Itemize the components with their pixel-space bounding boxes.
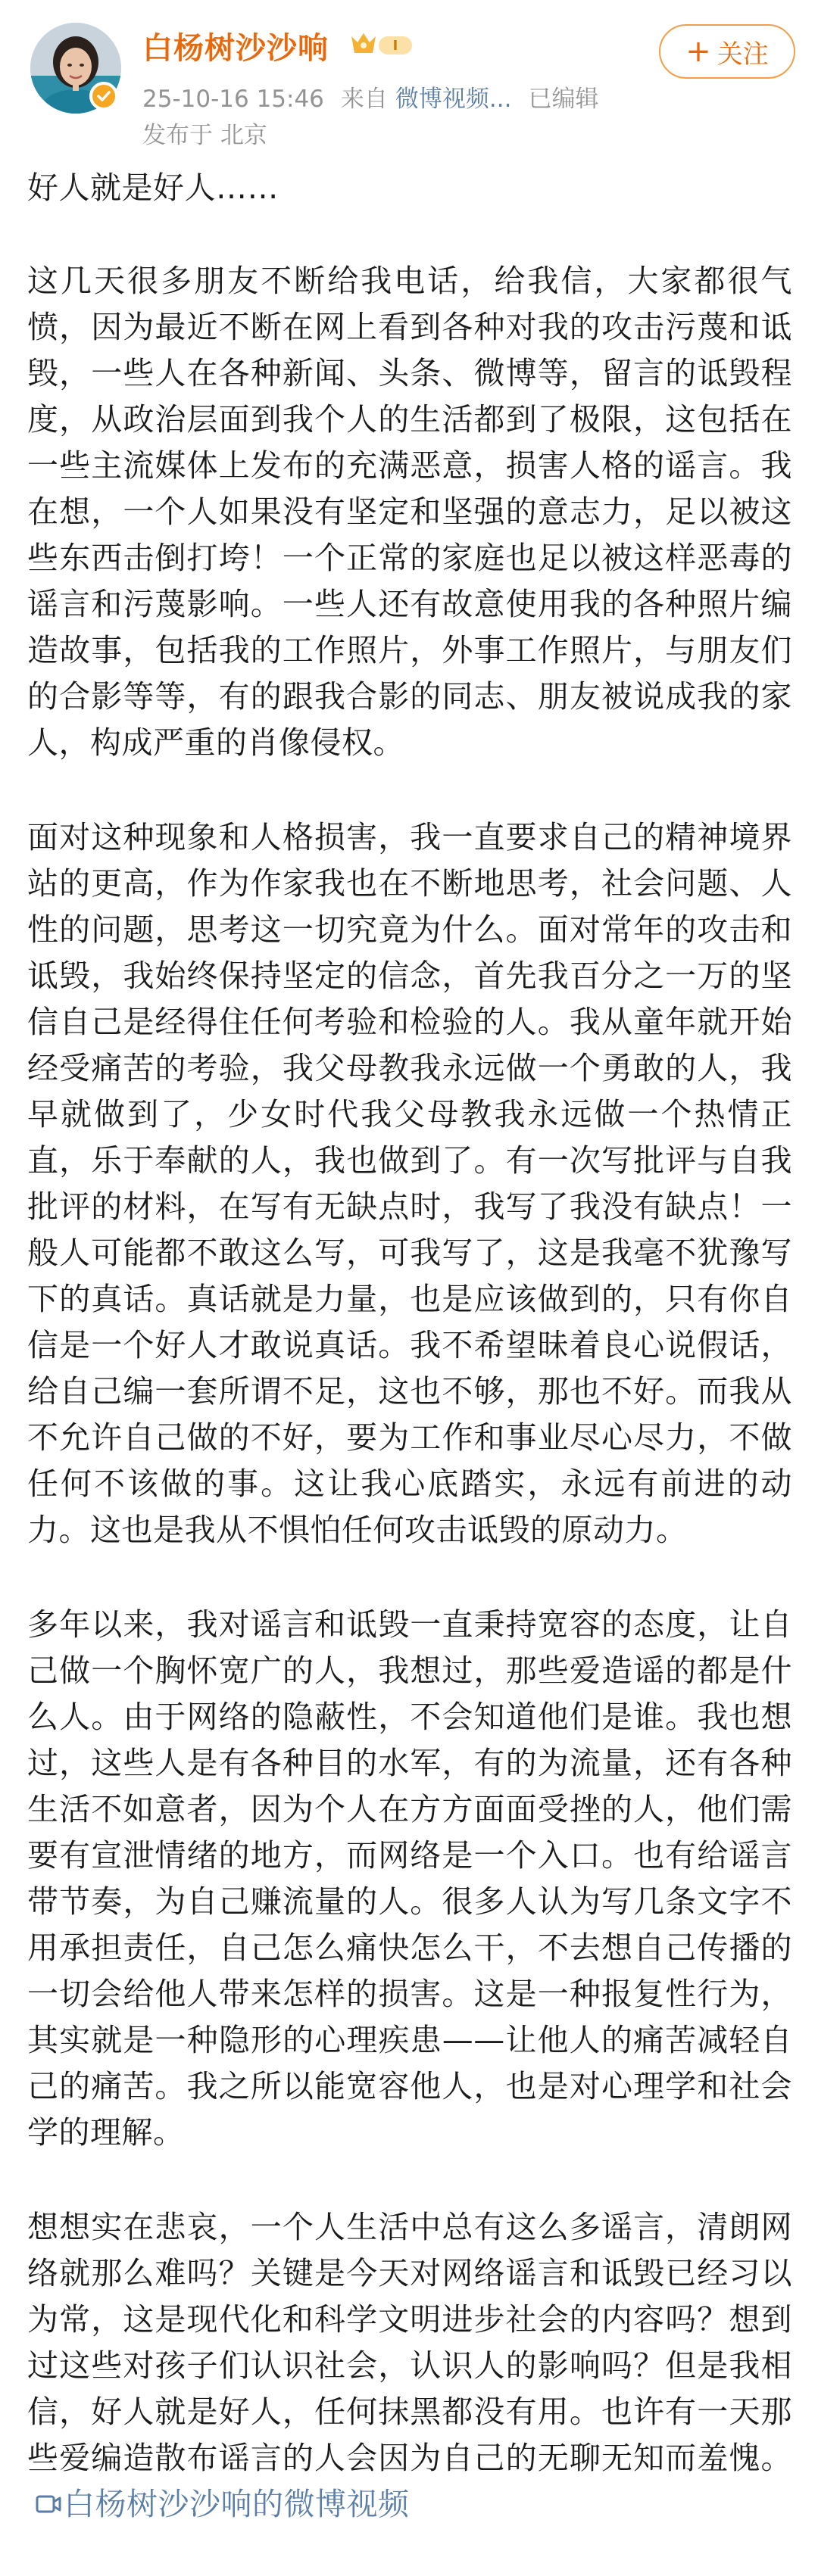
vip-level-icon (348, 29, 418, 59)
post-paragraph-2: 面对这种现象和人格损害，我一直要求自己的精神境界站的更高，作为作家我也在不断地思考，社会问题、人性的问题，思考这一切究竟为什么。面对常年的攻击和诋毁，我始终保持坚定的信念，首先我百分之一万的坚信自己是经得住任何考验和检验的人。我从童年就开始经受痛苦的考验，我父母教我永远做一个勇敢的人，我早就做到了，少女时代我父母教我永远做一个热情正直，乐于奉献的人，我也做到了。有一次写批评与自我批评的材料，在写有无缺点时，我写了我没有缺点！一般人可能都不敢这么写，可我写了，这是我毫不犹豫写下的真话。真话就是力量，也是应该做到的，只有你自信是一个好人才敢说真话。我不希望昧着良心说假话，给自己编一套所谓不足，这也不够，那也不好。而我从不允许自己做的不好，要为工作和事业尽心尽力，不做任何不该做的事。这让我心底踏实，永远有前进的动力。这也是我从不惧怕任何攻击诋毁的原动力。 (27, 819, 792, 1548)
svg-text:I: I (392, 38, 398, 54)
follow-button[interactable] (659, 24, 795, 79)
video-link[interactable] (27, 2486, 410, 2522)
edited-label: 已编辑 (528, 86, 599, 113)
plus-icon: + (685, 34, 711, 69)
post-source-link[interactable]: 微博视频... (395, 86, 512, 113)
video-link-label: 白杨树沙沙响的微博视频 (64, 2486, 410, 2522)
post-location: 发布于 北京 (142, 122, 267, 149)
post-paragraph-3: 多年以来，我对谣言和诋毁一直秉持宽容的态度，让自己做一个胸怀宽广的人，我想过，那些爱造谣的都是什么人。由于网络的隐蔽性，不会知道他们是谁。我也想过，这些人是有各种目的水军，有的为流量，还有各种生活不如意者，因为个人在方方面面受挫的人，他们需要有宣泄情绪的地方，而网络是一个入口。也有给谣言带节奏，为自己赚流量的人。很多人认为写几条文字不用承担责任，自己怎么痛快怎么干，不去想自己传播的一切会给他人带来怎样的损害。这是一种报复性行为，其实就是一种隐形的心理疾患——让他人的痛苦减轻自己的痛苦。我之所以能宽容他人，也是对心理学和社会学的理解。 (27, 1606, 792, 2151)
post-paragraph-4 (27, 2204, 792, 2528)
author-name[interactable]: 白杨树沙沙响 (142, 31, 329, 66)
post-meta (142, 79, 615, 114)
post-header (0, 0, 818, 151)
post-paragraph-1: 这几天很多朋友不断给我电话，给我信，大家都很气愤，因为最近不断在网上看到各种对我的攻击污蔑和诋毁，一些人在各种新闻、头条、微博等，留言的诋毁程度，从政治层面到我个人的生活都到了极限，这包括在一些主流媒体上发布的充满恶意，损害人格的谣言。我在想，一个人如果没有坚定和坚强的意志力，足以被这些东西击倒打垮！一个正常的家庭也足以被这样恶毒的谣言和污蔑影响。一些人还有故意使用我的各种照片编造故事，包括我的工作照片，外事工作照片，与朋友们的合影等等，有的跟我合影的同志、朋友被说成我的家人，构成严重的肖像侵权。 (27, 263, 792, 761)
post-content (27, 165, 792, 2576)
post-lead: 好人就是好人…… (27, 170, 279, 206)
video-icon (35, 2490, 62, 2518)
source-prefix: 来自 (340, 86, 388, 113)
post-time: 25-10-16 15:46 (142, 86, 324, 113)
verified-icon (89, 82, 118, 111)
post-paragraph-4-text: 想想实在悲哀，一个人生活中总有这么多谣言，清朗网络就那么难吗？关键是今天对网络谣言和诋毁已经习以为常，这是现代化和科学文明进步社会的内容吗？想到过这些对孩子们认识社会，认识人的影响吗？但是我相信，好人就是好人，任何抹黑都没有用。也许有一天那些爱编造散布谣言的人会因为自己的无聊无知而羞愧。 (27, 2209, 792, 2476)
follow-label: 关注 (717, 39, 769, 70)
